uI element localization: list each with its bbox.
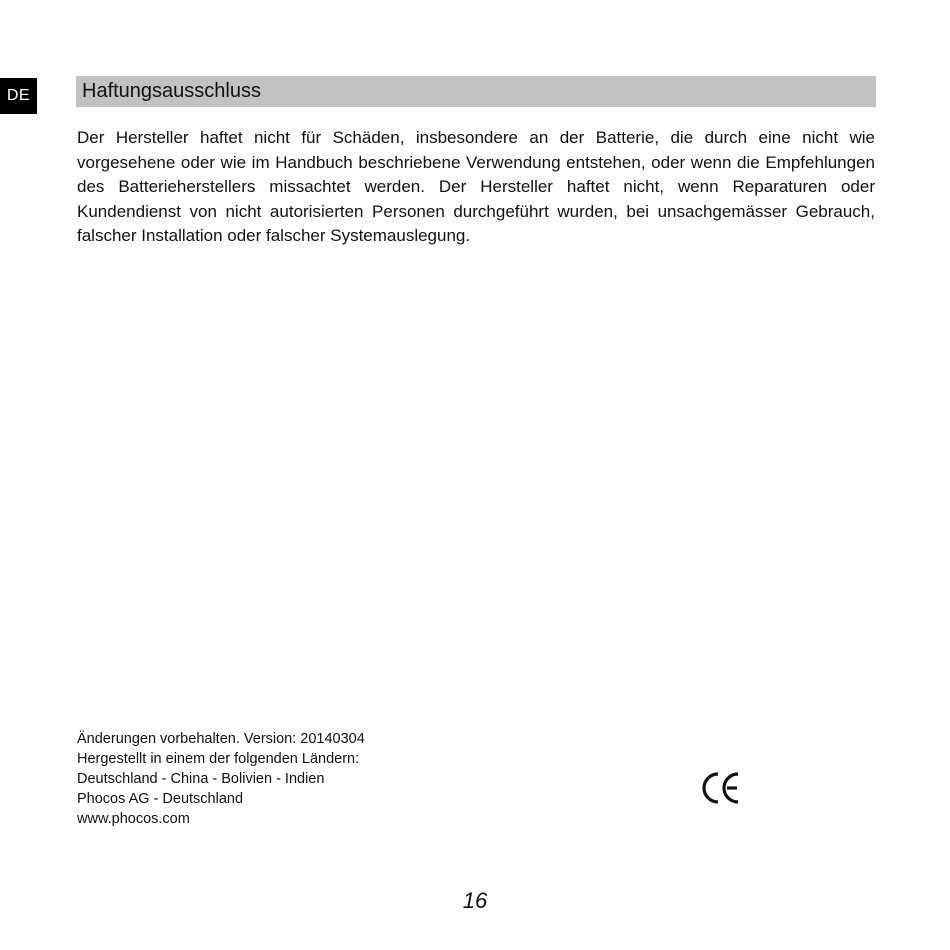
page-number: 16 [462, 888, 488, 913]
language-tab: DE [0, 78, 37, 114]
ce-mark-icon [700, 770, 742, 806]
section-title: Haftungsausschluss [82, 80, 261, 102]
section-header [76, 76, 876, 107]
footer-company-line: Phocos AG - Deutschland [77, 791, 244, 807]
footer-countries-line: Deutschland - China - Bolivien - Indien [77, 771, 325, 787]
footer-info [77, 729, 497, 829]
disclaimer-paragraph: Der Hersteller haftet nicht für Schäden, insbesondere an der Batterie, die durch eine nicht wie vorgesehene oder wie im Handbuch beschriebene Verwendung entstehen, oder wenn die Empfehlungen des Batterieherstellers missachtet werden. Der Hersteller haftet nicht, wenn Reparaturen oder Kundendienst von nicht autorisierten Personen durchgeführt wurden, bei unsachgemässer Gebrauch, falscher Installation oder falscher Systemauslegung. [77, 128, 875, 245]
footer-website-line: www.phocos.com [77, 811, 190, 827]
footer-manufactured-line: Hergestellt in einem der folgenden Ländern: [77, 751, 360, 767]
footer-version-line: Änderungen vorbehalten. Version: 20140304 [77, 731, 365, 747]
